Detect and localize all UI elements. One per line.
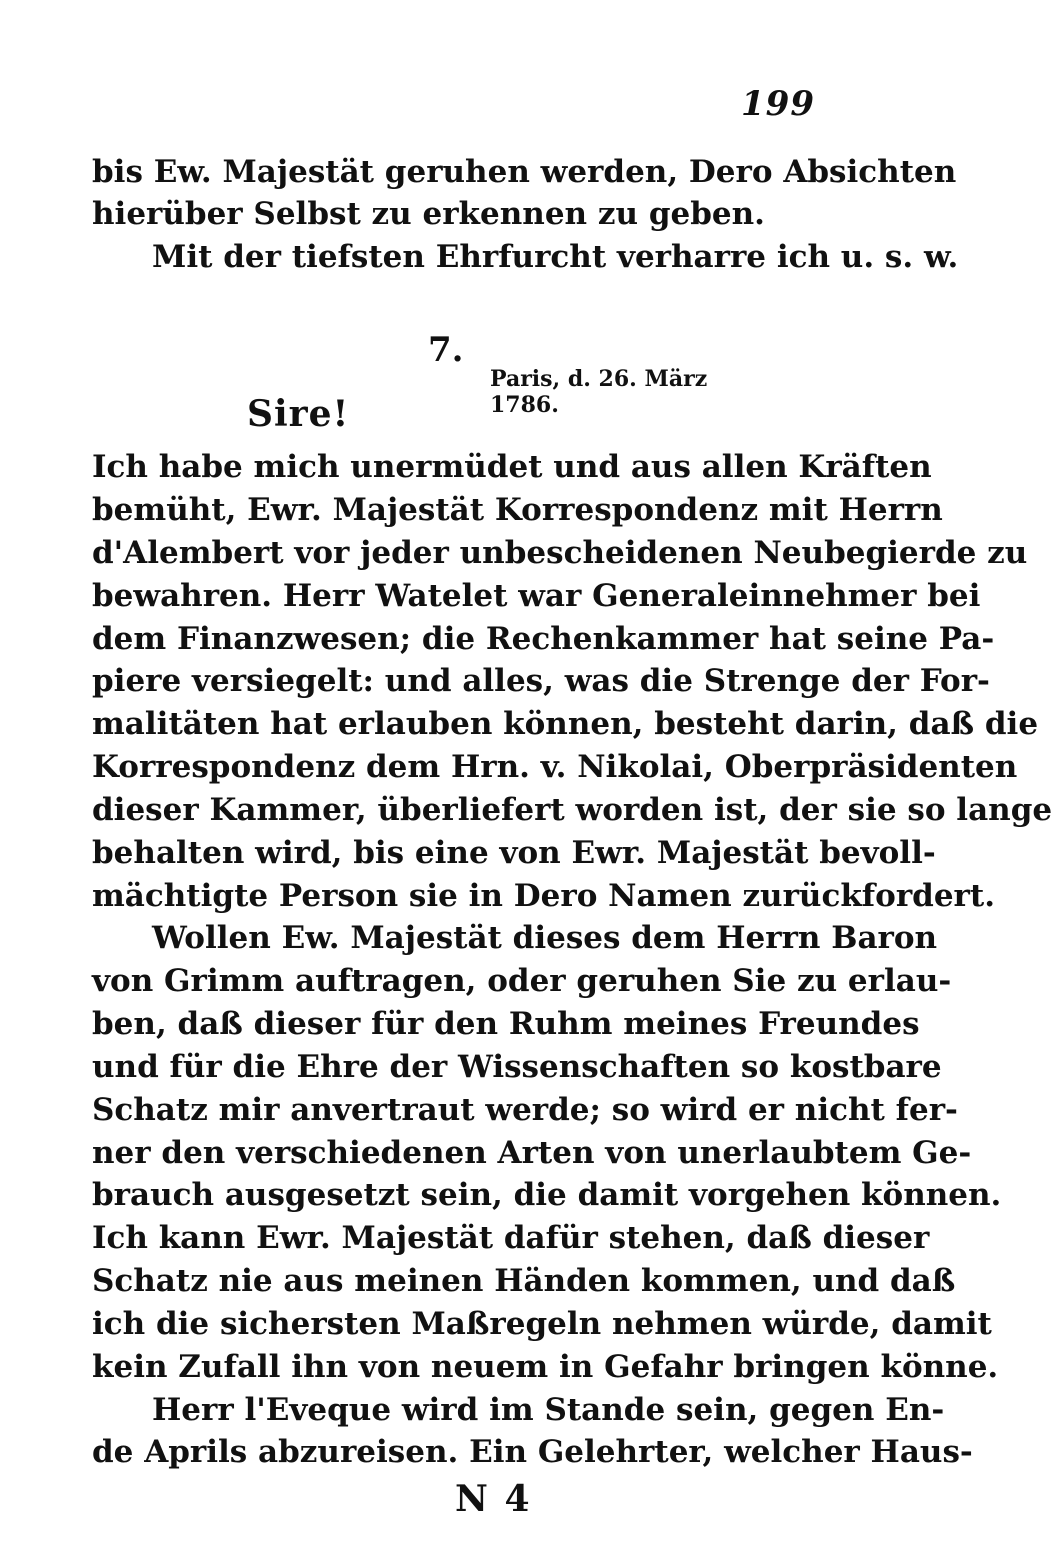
text-line: und für die Ehre der Wissenschaften so kostbare — [92, 1049, 942, 1085]
text-line: bemüht, Ewr. Majestät Korrespondenz mit Herrn — [92, 492, 943, 528]
closing-line: Mit der tiefsten Ehrfurcht verharre ich u. s. w. — [152, 239, 959, 275]
text-line: von Grimm auftragen, oder geruhen Sie zu erlau- — [92, 963, 952, 999]
text-line: Wollen Ew. Majestät dieses dem Herrn Baron — [152, 920, 938, 956]
text-line: dem Finanzwesen; die Rechenkammer hat seine Pa- — [92, 621, 995, 657]
text-line: Ich kann Ewr. Majestät dafür stehen, daß dieser — [92, 1220, 930, 1256]
text-line: mächtigte Person sie in Dero Namen zurückfordert. — [92, 878, 995, 914]
letter-number: 7. — [428, 330, 464, 370]
text-line: ben, daß dieser für den Ruhm meines Freundes — [92, 1006, 920, 1042]
text-line: de Aprils abzureisen. Ein Gelehrter, welcher Haus- — [92, 1434, 973, 1470]
text-line: bewahren. Herr Watelet war Generaleinnehmer bei — [92, 578, 981, 614]
printer-signature-mark: N 4 — [455, 1478, 532, 1520]
letter-salutation: Sire! — [247, 393, 350, 435]
text-line: ich die sichersten Maßregeln nehmen würde, damit — [92, 1306, 992, 1342]
text-line: ner den verschiedenen Arten von unerlaubtem Ge- — [92, 1135, 972, 1171]
text-line: brauch ausgesetzt sein, die damit vorgehen können. — [92, 1177, 1002, 1213]
page-number: 199 — [741, 84, 815, 124]
text-line: Schatz mir anvertraut werde; so wird er nicht fer- — [92, 1092, 958, 1128]
text-line: malitäten hat erlauben können, besteht darin, daß die — [92, 706, 1039, 742]
text-line: Schatz nie aus meinen Händen kommen, und daß — [92, 1263, 956, 1299]
text-line: piere versiegelt: und alles, was die Strenge der For- — [92, 663, 990, 699]
text-line: Korrespondenz dem Hrn. v. Nikolai, Oberpräsidenten — [92, 749, 1018, 785]
text-line: kein Zufall ihn von neuem in Gefahr bringen könne. — [92, 1349, 999, 1385]
text-line: d'Alembert vor jeder unbescheidenen Neubegierde zu — [92, 535, 1028, 571]
text-line: hierüber Selbst zu erkennen zu geben. — [92, 196, 765, 232]
text-line: dieser Kammer, überliefert worden ist, der sie so lange — [92, 792, 1052, 828]
text-line: bis Ew. Majestät geruhen werden, Dero Absichten — [92, 154, 957, 190]
letter-dateline: Paris, d. 26. März 1786. — [490, 366, 708, 418]
text-line: behalten wird, bis eine von Ewr. Majestät bevoll- — [92, 835, 936, 871]
text-line: Ich habe mich unermüdet und aus allen Kräften — [92, 449, 932, 485]
text-line: Herr l'Eveque wird im Stande sein, gegen En- — [152, 1392, 945, 1428]
